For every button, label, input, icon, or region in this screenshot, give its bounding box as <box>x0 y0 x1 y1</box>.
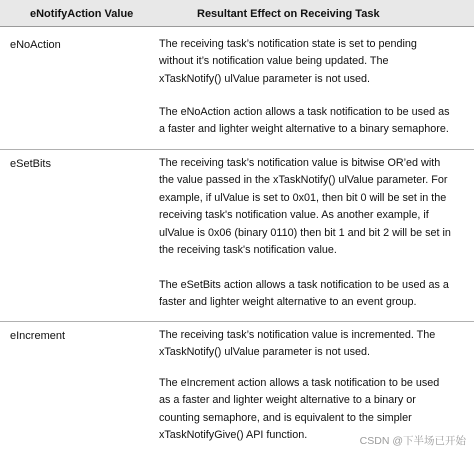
text-line: The eIncrement action allows a task notification to be used <box>159 377 440 389</box>
text-line: The eNoAction action allows a task notification to be used as <box>159 106 450 118</box>
action-name: eSetBits <box>10 158 51 170</box>
row-divider <box>0 321 474 322</box>
text-line: a faster and lighter weight alternative to a binary semaphore. <box>159 123 449 136</box>
header-cell-value: eNotifyAction Value <box>30 8 134 20</box>
text-line: xTaskNotify() ulValue parameter is not used. <box>159 72 371 85</box>
table-header-row <box>0 0 474 27</box>
effect-paragraph <box>159 155 471 259</box>
row-divider <box>0 149 474 150</box>
text-line: as a faster and lighter weight alternative to a binary or <box>159 394 416 407</box>
text-line: counting semaphore, and is equivalent to the simpler <box>159 411 412 424</box>
text-line: xTaskNotifyGive() API function. <box>159 429 308 442</box>
action-name: eNoAction <box>10 39 61 51</box>
text-line: The receiving task’s notification state is set to pending <box>159 38 417 50</box>
text-line: the value passed in the xTaskNotify() ulValue parameter. For <box>159 174 448 187</box>
text-line: xTaskNotify() ulValue parameter is not used. <box>159 346 371 359</box>
effect-paragraph <box>159 104 471 139</box>
text-line: ulValue is 0x06 (binary 0110) then bit 1 and bit 2 will be set in <box>159 226 451 239</box>
text-line: without it’s notification value being updated. The <box>159 55 389 68</box>
text-line: The eSetBits action allows a task notification to be used as a <box>159 279 449 291</box>
effect-paragraph <box>159 277 471 312</box>
text-line: the receiving task's notification value. <box>159 244 337 257</box>
header-cell-effect: Resultant Effect on Receiving Task <box>197 8 380 20</box>
action-name: eIncrement <box>10 330 66 342</box>
text-line: faster and lighter weight alternative to an event group. <box>159 296 417 309</box>
csdn-watermark: CSDN @下半场已开始 <box>359 435 466 447</box>
effect-paragraph <box>159 36 471 88</box>
text-line: The receiving task’s notification value is incremented. The <box>159 329 436 341</box>
text-line: The receiving task’s notification value is bitwise OR’ed with <box>159 157 441 169</box>
text-line: receiving task's notification value. As another example, if <box>159 209 429 222</box>
text-line: example, if ulValue is set to 0x01, then bit 0 will be set in the <box>159 191 447 204</box>
effect-paragraph <box>159 327 471 362</box>
